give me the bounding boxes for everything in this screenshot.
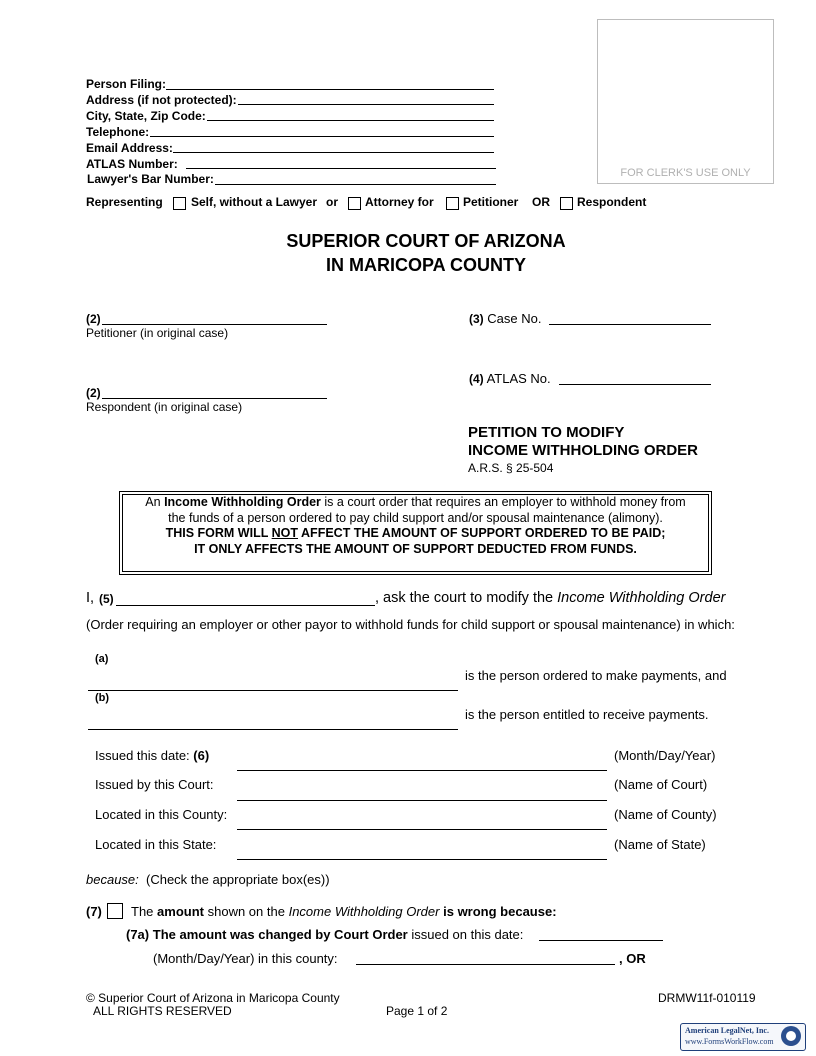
notice-box — [119, 491, 712, 575]
footer-rights: ALL RIGHTS RESERVED — [93, 1004, 232, 1018]
ask-text: , ask the court to modify the Income Withholding Order — [375, 590, 726, 606]
payor-name-field[interactable] — [88, 690, 458, 691]
issued-court-label: Issued by this Court: — [95, 777, 214, 792]
atlas-no-row — [469, 371, 551, 386]
legalnet-globe-icon — [781, 1026, 801, 1046]
telephone-field[interactable] — [150, 136, 494, 137]
respondent-label: Respondent — [577, 195, 647, 209]
form-statute: A.R.S. § 25-504 — [468, 461, 554, 475]
notice-line3: THIS FORM WILL NOT AFFECT THE AMOUNT OF SUPPORT ORDERED TO BE PAID; — [165, 526, 666, 540]
bar-number-field[interactable] — [215, 184, 496, 185]
item7a-county-field[interactable] — [356, 964, 615, 965]
clerk-use-label: FOR CLERK'S USE ONLY — [620, 167, 751, 179]
item7-checkbox[interactable] — [107, 903, 123, 919]
court-county: IN MARICOPA COUNTY — [326, 255, 526, 275]
or-upper-label: OR — [532, 195, 550, 209]
bar-number-label: Lawyer's Bar Number: — [87, 172, 214, 186]
legalnet-name: American LegalNet, Inc. — [685, 1026, 769, 1035]
issued-county-label: Located in this County: — [95, 807, 228, 822]
payee-name-field[interactable] — [88, 729, 458, 730]
respondent-number: (2) — [86, 386, 101, 400]
atlas-number-field[interactable] — [186, 168, 496, 169]
issued-date-field[interactable] — [237, 770, 607, 771]
issued-date-label: Issued this date: (6) — [95, 748, 210, 763]
address-label: Address (if not protected): — [86, 93, 237, 107]
item7a-county-row: (Month/Day/Year) in this county: — [153, 951, 338, 966]
payee-text: is the person entitled to receive payments. — [465, 707, 709, 722]
legalnet-logo[interactable] — [680, 1023, 806, 1051]
address-field[interactable] — [238, 104, 494, 105]
case-number-row — [469, 311, 542, 326]
email-field[interactable] — [173, 152, 494, 153]
item-b-label: (b) — [95, 692, 110, 704]
i-label: I, — [86, 590, 95, 606]
telephone-label: Telephone: — [86, 125, 150, 139]
notice-line4: IT ONLY AFFECTS THE AMOUNT OF SUPPORT DEDUCTED FROM FUNDS. — [194, 541, 637, 556]
order-description: (Order requiring an employer or other payor to withhold funds for child support or spousal maintenance) in which: — [86, 617, 735, 632]
atlas-number-label: ATLAS Number: — [86, 157, 178, 171]
petitioner-number: (2) — [86, 312, 101, 326]
atlas-no-num: (4) — [469, 372, 484, 386]
item7a-or: , OR — [619, 951, 646, 966]
atlas-no-label: ATLAS No. — [486, 371, 551, 386]
because-line: because: (Check the appropriate box(es)) — [86, 872, 330, 887]
clerk-use-box — [597, 19, 774, 184]
attorney-checkbox[interactable] — [348, 197, 361, 210]
form-title-line2: INCOME WITHHOLDING ORDER — [468, 442, 698, 459]
person-filing-label: Person Filing: — [86, 77, 167, 91]
issued-state-label: Located in this State: — [95, 837, 217, 852]
footer-copyright: © Superior Court of Arizona in Maricopa County — [86, 991, 340, 1005]
petitioner-field[interactable] — [102, 324, 327, 325]
respondent-caption: Respondent (in original case) — [86, 400, 243, 414]
issued-county-field[interactable] — [237, 829, 607, 830]
city-state-zip-field[interactable] — [207, 120, 494, 121]
city-state-zip-label: City, State, Zip Code: — [86, 109, 206, 123]
item7-text: The amount shown on the Income Withholding Order is wrong because: — [131, 904, 557, 919]
issued-court-field[interactable] — [237, 800, 607, 801]
filer-name-field[interactable] — [116, 605, 375, 606]
court-name: SUPERIOR COURT OF ARIZONA — [286, 231, 566, 251]
or-label: or — [326, 195, 338, 209]
representing-label: Representing — [86, 195, 163, 209]
form-title-line1: PETITION TO MODIFY — [468, 424, 625, 441]
legalnet-url: www.FormsWorkFlow.com — [685, 1037, 774, 1046]
attorney-label: Attorney for — [365, 195, 434, 209]
petitioner-checkbox[interactable] — [446, 197, 459, 210]
notice-line1: An Income Withholding Order is a court order that requires an employer to withhold money from — [145, 495, 686, 509]
case-number-label: Case No. — [487, 311, 542, 326]
item7a-date-field[interactable] — [539, 940, 663, 941]
issued-county-hint: (Name of County) — [614, 807, 717, 822]
self-checkbox[interactable] — [173, 197, 186, 210]
payor-text: is the person ordered to make payments, and — [465, 668, 727, 683]
atlas-no-field[interactable] — [559, 384, 711, 385]
notice-line2: the funds of a person ordered to pay child support and/or spousal maintenance (alimony). — [168, 510, 663, 525]
petitioner-label: Petitioner — [463, 195, 519, 209]
respondent-field[interactable] — [102, 398, 327, 399]
item7-number: (7) — [86, 904, 102, 919]
issued-date-hint: (Month/Day/Year) — [614, 748, 716, 763]
respondent-checkbox[interactable] — [560, 197, 573, 210]
case-number-num: (3) — [469, 312, 484, 326]
issued-court-hint: (Name of Court) — [614, 777, 708, 792]
item-a-label: (a) — [95, 653, 109, 665]
item5-number: (5) — [99, 592, 114, 606]
person-filing-field[interactable] — [166, 89, 494, 90]
case-number-field[interactable] — [549, 324, 711, 325]
footer-page: Page 1 of 2 — [386, 1004, 448, 1018]
self-label: Self, without a Lawyer — [191, 195, 318, 209]
issued-state-field[interactable] — [237, 859, 607, 860]
footer-form-code: DRMW11f-010119 — [658, 991, 756, 1005]
petitioner-caption: Petitioner (in original case) — [86, 326, 229, 340]
issued-state-hint: (Name of State) — [614, 837, 706, 852]
representing-row — [86, 195, 686, 213]
item7a-text: (7a) The amount was changed by Court Order issued on this date: — [126, 927, 524, 942]
email-label: Email Address: — [86, 141, 173, 155]
